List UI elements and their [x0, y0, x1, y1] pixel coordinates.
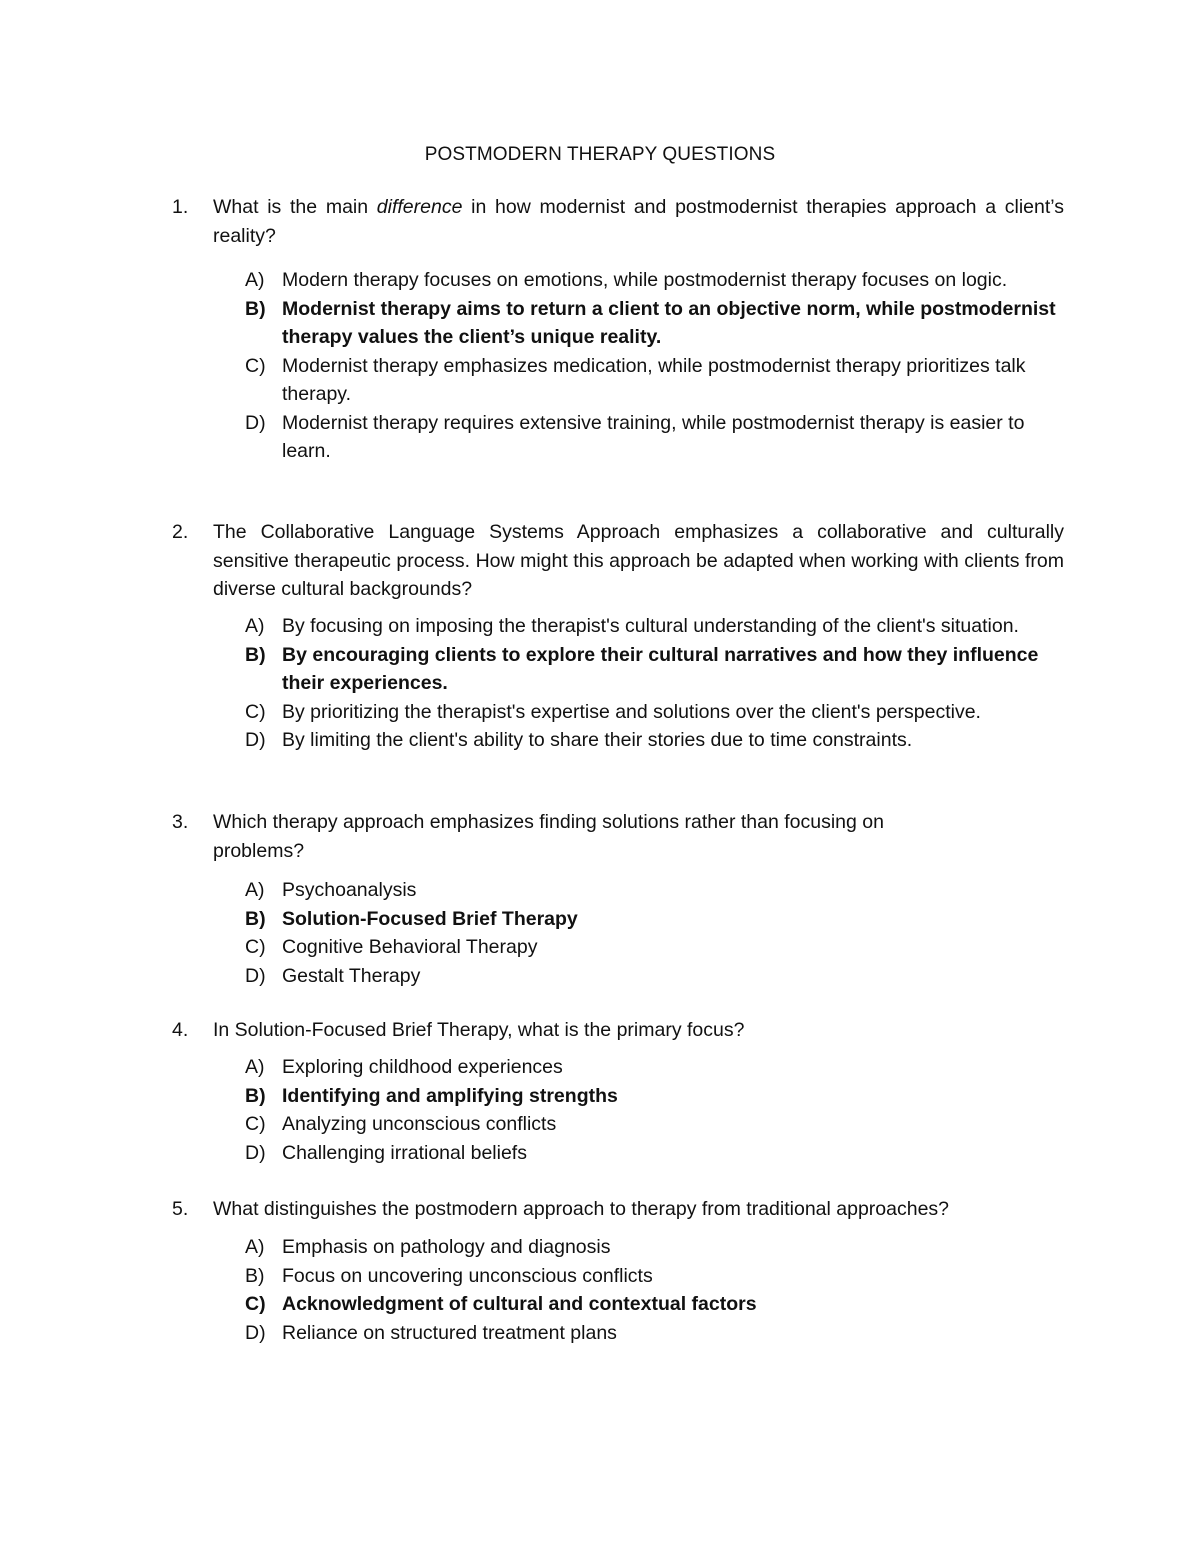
option-text: Emphasis on pathology and diagnosis: [282, 1236, 611, 1258]
answer-options: [245, 1053, 1065, 1167]
answer-options: [245, 612, 1065, 755]
answer-option: [245, 726, 1065, 755]
answer-option: [245, 698, 1065, 727]
option-letter: B): [245, 907, 266, 930]
option-letter: C): [245, 1113, 266, 1135]
option-text: Challenging irrational beliefs: [282, 1141, 527, 1164]
option-text: Modernist therapy requires extensive training, while postmodernist therapy is easier to learn.: [282, 411, 1025, 462]
option-letter: A): [245, 879, 265, 901]
option-letter: B): [245, 1264, 265, 1287]
question-text: In Solution-Focused Brief Therapy, what is the primary focus?: [213, 1019, 745, 1041]
option-letter: B): [245, 643, 266, 666]
option-letter: D): [245, 964, 266, 987]
option-text: Modernist therapy emphasizes medication, while postmodernist therapy prioritizes talk therapy.: [282, 354, 1026, 405]
answer-option: [245, 1262, 1065, 1291]
question-5: [172, 1195, 1064, 1224]
answer-option-correct: [245, 295, 1065, 352]
option-letter: C): [245, 700, 266, 723]
option-text: Analyzing unconscious conflicts: [282, 1113, 557, 1135]
answer-option-correct: [245, 1290, 1065, 1319]
option-letter: A): [245, 1056, 265, 1078]
question-number: 5.: [172, 1198, 189, 1220]
question-text: The Collaborative Language Systems Approach emphasizes a collaborative and culturally sensitive therapeutic process. How might this approach be adapted when working with clients from diverse cultural backgrounds?: [213, 521, 1064, 600]
option-letter: C): [245, 936, 266, 958]
option-text: Modern therapy focuses on emotions, while postmodernist therapy focuses on logic.: [282, 269, 1008, 291]
option-text: Solution-Focused Brief Therapy: [282, 907, 578, 930]
option-letter: B): [245, 1084, 266, 1107]
option-text: Modernist therapy aims to return a client to an objective norm, while postmodernist therapy values the client’s unique reality.: [282, 297, 1056, 348]
answer-option: [245, 876, 1065, 905]
option-text: Cognitive Behavioral Therapy: [282, 936, 538, 958]
option-text: By focusing on imposing the therapist's cultural understanding of the client's situation.: [282, 615, 1019, 637]
answer-option-correct: [245, 1082, 1065, 1111]
question-emphasis: difference: [376, 196, 463, 218]
question-2: [172, 518, 1064, 604]
answer-options: [245, 876, 1065, 990]
option-text: By prioritizing the therapist's expertise and solutions over the client's perspective.: [282, 700, 981, 723]
option-text: Exploring childhood experiences: [282, 1056, 563, 1078]
answer-option: [245, 1110, 1065, 1139]
page-title: POSTMODERN THERAPY QUESTIONS: [424, 144, 776, 165]
answer-options: [245, 266, 1065, 466]
option-letter: C): [245, 354, 266, 377]
answer-option-correct: [245, 905, 1065, 934]
answer-option: [245, 409, 1065, 466]
question-number: 2.: [172, 521, 189, 543]
option-text: Gestalt Therapy: [282, 964, 421, 987]
answer-option: [245, 1139, 1065, 1168]
option-letter: A): [245, 615, 265, 637]
question-1: [172, 193, 1064, 250]
answer-option: [245, 266, 1065, 295]
answer-option: [245, 933, 1065, 962]
question-text: What distinguishes the postmodern approach to therapy from traditional approaches?: [213, 1198, 950, 1220]
answer-option: [245, 1053, 1065, 1082]
option-text: Reliance on structured treatment plans: [282, 1321, 617, 1344]
option-letter: A): [245, 1236, 265, 1258]
answer-option: [245, 612, 1065, 641]
option-text: By encouraging clients to explore their cultural narratives and how they influence their experiences.: [282, 643, 1039, 694]
answer-option: [245, 1233, 1065, 1262]
question-3: [172, 808, 1064, 865]
option-letter: B): [245, 297, 266, 320]
option-text: Psychoanalysis: [282, 879, 417, 901]
answer-options: [245, 1233, 1065, 1347]
question-text: Which therapy approach emphasizes finding solutions rather than focusing on problems?: [213, 811, 884, 862]
question-number: 3.: [172, 811, 189, 833]
answer-option: [245, 1319, 1065, 1348]
option-letter: A): [245, 269, 265, 291]
option-letter: D): [245, 411, 266, 434]
option-letter: D): [245, 1141, 266, 1164]
answer-option: [245, 962, 1065, 991]
answer-option-correct: [245, 641, 1065, 698]
answer-option: [245, 352, 1065, 409]
question-number: 1.: [172, 196, 189, 218]
option-text: Focus on uncovering unconscious conflicts: [282, 1264, 653, 1287]
option-text: Identifying and amplifying strengths: [282, 1084, 618, 1107]
option-letter: D): [245, 729, 266, 751]
question-number: 4.: [172, 1019, 189, 1041]
option-text: By limiting the client's ability to share their stories due to time constraints.: [282, 729, 913, 751]
option-letter: C): [245, 1293, 266, 1315]
question-text: What is the main difference in how modernist and postmodernist therapies approach a client’s reality?: [213, 196, 1064, 247]
question-4: [172, 1016, 1064, 1045]
option-text: Acknowledgment of cultural and contextual factors: [282, 1293, 757, 1315]
option-letter: D): [245, 1321, 266, 1344]
